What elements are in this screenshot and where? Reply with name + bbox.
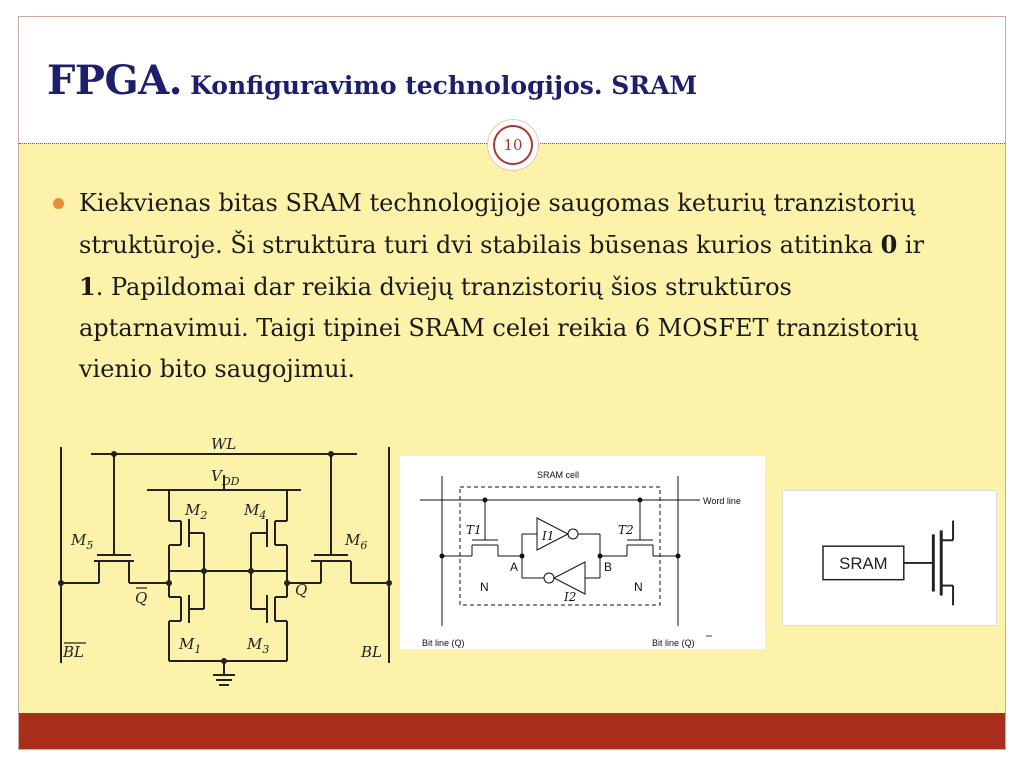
m4-label: M [244,501,260,519]
sram-box-label: SRAM [839,553,888,573]
m2-subscript: 2 [200,509,208,522]
svg-text:M6 [344,531,367,552]
n-left-label: N [480,580,489,594]
word-line-label: Word line [703,496,741,506]
m6-label: M [345,531,361,549]
m3-label: M [247,635,263,653]
wl-label: WL [211,435,237,453]
q-label: Q [295,581,308,599]
bullet-dot-icon [53,198,64,209]
i2-label: I2 [564,590,577,604]
svg-text:M1 [178,635,201,656]
node-b-label: B [604,560,613,574]
m5-subscript: 5 [86,539,94,552]
slide-frame [18,16,1006,750]
bullet-bold-zero: 0 [880,230,898,259]
bitline-qbar-label: Bit line (Q) [652,638,695,648]
svg-text:VDD [211,467,240,488]
bl-bar-label: BL [63,643,84,661]
m6-subscript: 6 [360,539,368,552]
title-subtitle: Konfiguravimo technologijos. SRAM [190,71,698,100]
title-main: FPGA. [47,57,183,104]
vdd-label: V [211,467,222,485]
bl-label: BL [361,643,382,661]
m3-subscript: 3 [262,643,270,656]
m2-label: M [185,501,201,519]
m5-label: M [71,531,87,549]
svg-text:M5 [70,531,93,552]
svg-text:M3 [246,635,269,656]
footer-bar [19,713,1005,749]
bullet-bold-one: 1 [79,272,96,301]
vdd-subscript: DD [221,475,240,488]
page-number-badge [487,119,539,171]
bullet-text-part2: ir [897,231,925,259]
node-a-label: A [510,560,519,574]
m4-subscript: 4 [259,509,267,522]
q-bar-label: Q [135,589,148,607]
svg-text:M2 [184,501,207,522]
m1-label: M [179,635,195,653]
sram-controlled-switch-diagram [782,490,997,626]
six-transistor-sram-schematic [39,423,401,707]
slide-title [47,57,697,104]
n-right-label: N [634,580,643,594]
sram-cell-inverter-diagram [400,456,765,649]
page-number: 10 [493,125,533,165]
t1-label: T1 [466,523,482,537]
bullet-text-part3: . Papildomai dar reikia dviejų tranzistorių šios struktūros aptarnavimui. Taigi tipinei SRAM celei reikia 6 MOSFET tranzistorių vienio bito saugojimui. [79,273,919,383]
m1-subscript: 1 [194,643,202,656]
bitline-q-label: Bit line (Q) [422,638,465,648]
bullet-item [79,183,943,390]
bullet-text-part1: Kiekvienas bitas SRAM technologijoje saugomas keturių tranzistorių struktūroje. Ši struktūra turi dvi stabilais būsenas kurios atitinka [79,189,916,259]
svg-text:M4 [243,501,266,522]
bullet-list [53,183,943,390]
sram-cell-label: SRAM cell [537,470,580,480]
t2-label: T2 [618,523,634,537]
i1-label: I1 [542,529,555,543]
